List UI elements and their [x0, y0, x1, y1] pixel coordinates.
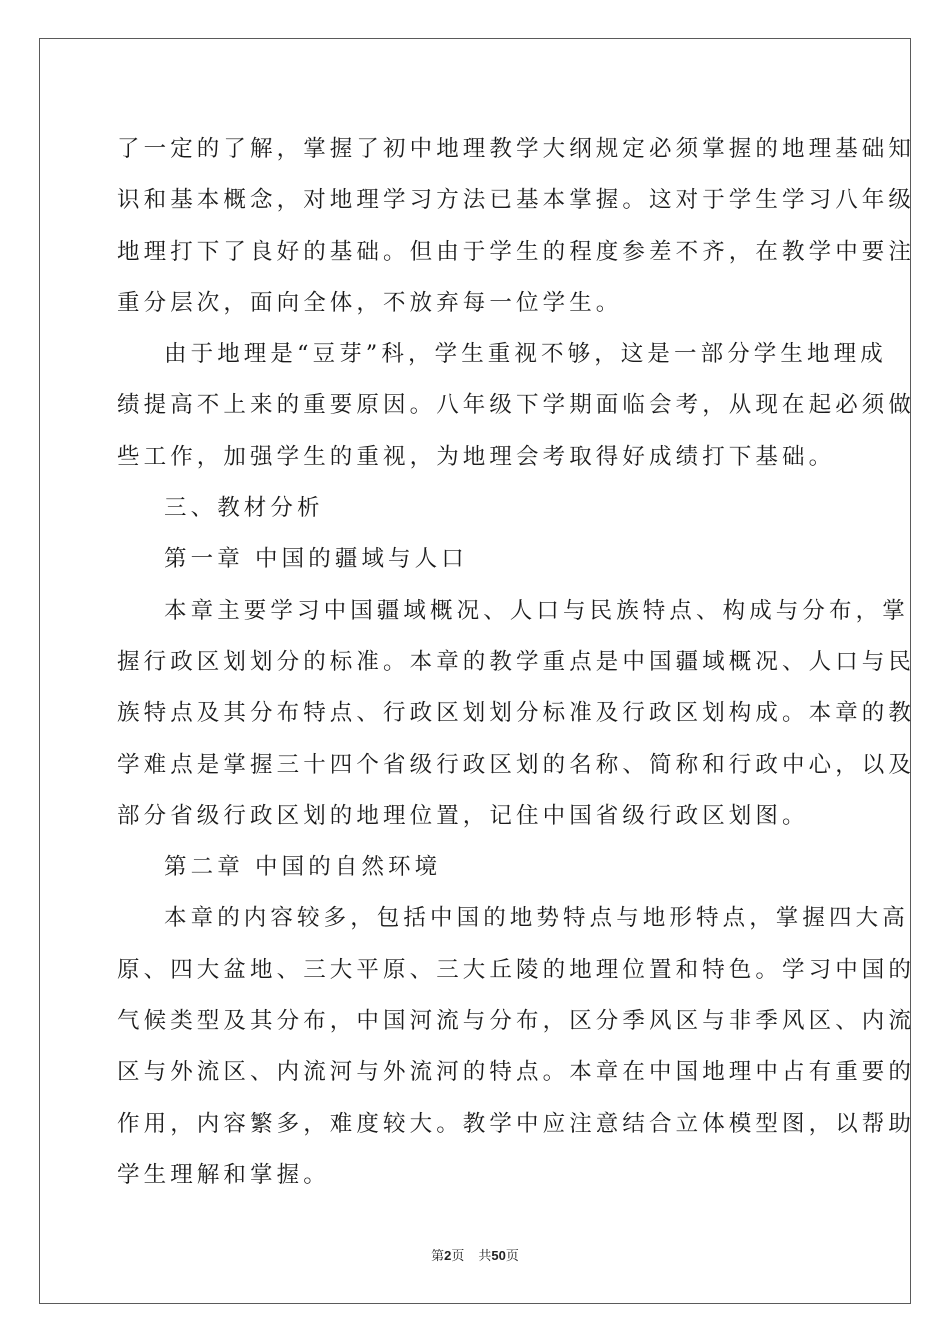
text-line: 了一定的了解，掌握了初中地理教学大纲规定必须掌握的地理基础知 — [117, 136, 916, 162]
text-line: 重分层次，面向全体，不放弃每一位学生。 — [117, 289, 623, 316]
page-suffix: 页 — [451, 1249, 465, 1264]
text-line: 绩提高不上来的重要原因。八年级下学期面临会考，从现在起必须做 — [117, 392, 916, 419]
page-footer — [0, 1247, 950, 1266]
document-body — [117, 124, 916, 1201]
total-prefix: 共 — [478, 1249, 492, 1264]
text-line: 部分省级行政区划的地理位置，记住中国省级行政区划图。 — [117, 802, 809, 829]
text-line: 地理打下了良好的基础。但由于学生的程度参差不齐，在教学中要注 — [117, 238, 916, 265]
text-line: 握行政区划划分的标准。本章的教学重点是中国疆域概况、人口与民 — [117, 648, 916, 675]
text-line: 学难点是掌握三十四个省级行政区划的名称、简称和行政中心，以及 — [117, 751, 916, 778]
text-line: 学生理解和掌握。 — [117, 1161, 330, 1188]
text-line: 些工作，加强学生的重视，为地理会考取得好成绩打下基础。 — [117, 443, 836, 470]
text-line: 族特点及其分布特点、行政区划划分标准及行政区划构成。本章的教 — [117, 700, 916, 727]
total-suffix: 页 — [505, 1249, 519, 1264]
text-line: 作用，内容繁多，难度较大。教学中应注意结合立体模型图，以帮助 — [117, 1110, 916, 1137]
paragraph-start-line: 本章主要学习中国疆域概况、人口与民族特点、构成与分布，掌 — [164, 597, 909, 624]
text-line: 气候类型及其分布，中国河流与分布，区分季风区与非季风区、内流 — [117, 1008, 916, 1035]
chapter-heading-2: 第二章 中国的自然环境 — [164, 854, 442, 881]
section-heading: 三、教材分析 — [164, 495, 324, 522]
chapter-heading-1: 第一章 中国的疆域与人口 — [164, 546, 468, 573]
page-number: 2 — [444, 1248, 452, 1263]
total-pages: 50 — [491, 1248, 506, 1263]
text-line: 区与外流区、内流河与外流河的特点。本章在中国地理中占有重要的 — [117, 1059, 916, 1086]
text-line: 识和基本概念，对地理学习方法已基本掌握。这对于学生学习八年级 — [117, 187, 916, 214]
paragraph-start-line: 由于地理是“豆芽”科，学生重视不够，这是一部分学生地理成 — [164, 341, 887, 368]
text-line: 原、四大盆地、三大平原、三大丘陵的地理位置和特色。学习中国的 — [117, 956, 916, 983]
page-prefix: 第 — [431, 1249, 445, 1264]
paragraph-start-line: 本章的内容较多，包括中国的地势特点与地形特点，掌握四大高 — [164, 905, 909, 932]
